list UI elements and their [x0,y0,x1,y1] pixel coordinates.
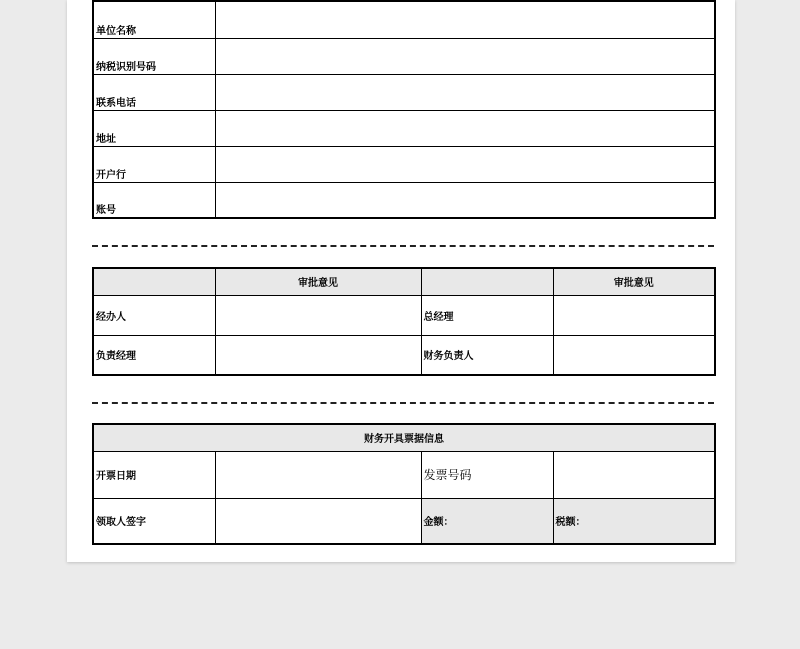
dashed-divider [92,245,714,247]
table-row [93,38,715,74]
approval-opinion-header-right: 审批意见 [553,268,715,295]
table-header-row [93,268,715,295]
header-blank-cell [421,268,553,295]
dashed-divider [92,402,714,404]
phone-label: 联系电话 [93,74,215,110]
general-manager-label: 总经理 [421,295,553,335]
responsible-manager-label: 负责经理 [93,335,215,375]
table-row [93,110,715,146]
invoice-info-title: 财务开具票据信息 [93,424,715,451]
tax-id-label: 纳税识别号码 [93,38,215,74]
phone-field[interactable] [215,74,715,110]
table-row [93,498,715,544]
table-header-row [93,424,715,451]
tax-id-field[interactable] [215,38,715,74]
table-row [93,182,715,218]
company-name-field[interactable] [215,1,715,38]
bank-label: 开户行 [93,146,215,182]
account-label: 账号 [93,182,215,218]
approval-table [92,267,716,376]
receiver-signature-field[interactable] [215,498,421,544]
invoice-info-table [92,423,716,545]
general-manager-opinion-field[interactable] [553,295,715,335]
handler-opinion-field[interactable] [215,295,421,335]
table-row [93,146,715,182]
approval-opinion-header-left: 审批意见 [215,268,421,295]
bank-field[interactable] [215,146,715,182]
account-field[interactable] [215,182,715,218]
tax-amount-field[interactable]: 税额： [553,498,715,544]
address-label: 地址 [93,110,215,146]
invoice-number-label: 发票号码 [421,451,553,498]
company-name-label: 单位名称 [93,1,215,38]
table-row [93,295,715,335]
receiver-signature-label: 领取人签字 [93,498,215,544]
issue-date-label: 开票日期 [93,451,215,498]
issue-date-field[interactable] [215,451,421,498]
header-blank-cell [93,268,215,295]
responsible-manager-opinion-field[interactable] [215,335,421,375]
company-info-table [92,0,716,219]
address-field[interactable] [215,110,715,146]
amount-field[interactable]: 金额： [421,498,553,544]
table-row [93,451,715,498]
handler-label: 经办人 [93,295,215,335]
table-row [93,1,715,38]
table-row [93,74,715,110]
finance-head-opinion-field[interactable] [553,335,715,375]
finance-head-label: 财务负责人 [421,335,553,375]
invoice-number-field[interactable] [553,451,715,498]
table-row [93,335,715,375]
